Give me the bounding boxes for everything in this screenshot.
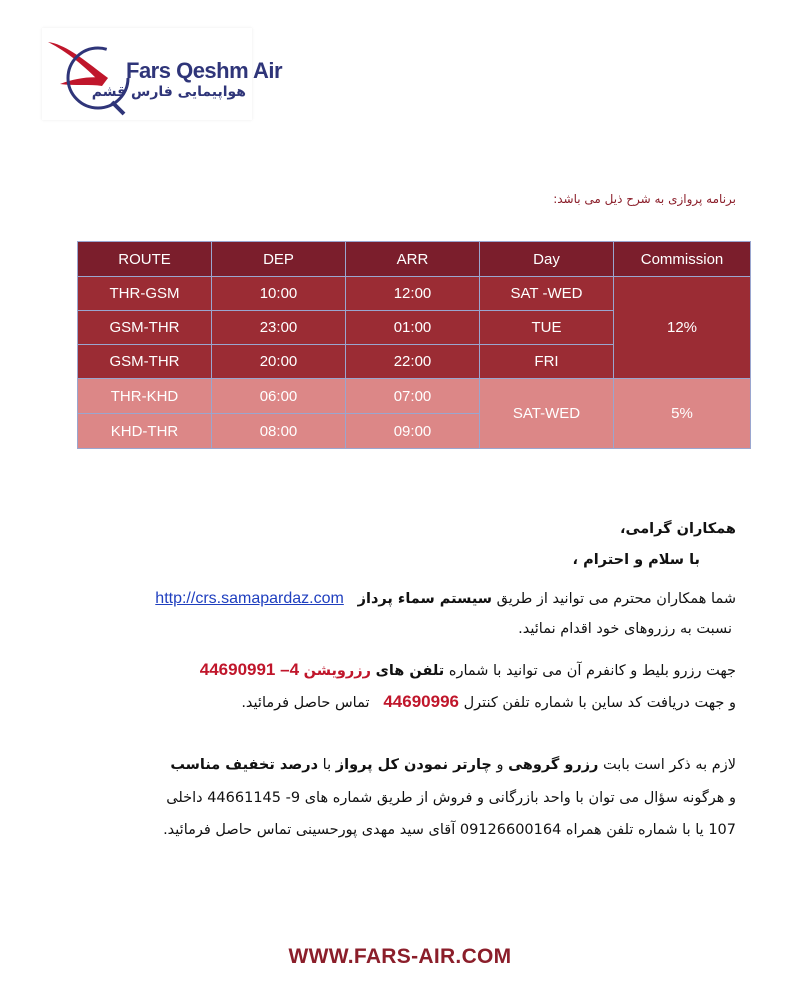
website-footer[interactable]: WWW.FARS-AIR.COM: [288, 945, 512, 968]
salutation: با سلام و احترام ،: [572, 552, 700, 568]
cell-arr: 22:00: [346, 345, 480, 379]
reservation-phone: 44690991 –4: [199, 660, 300, 679]
cell-route: KHD-THR: [78, 414, 212, 449]
paragraph-group-booking: لازم به ذکر است بابت رزرو گروهی و چارتر نمودن کل پرواز با درصد تخفیف مناسب: [170, 757, 736, 773]
cell-day: SAT-WED: [480, 379, 614, 449]
paragraph-group-booking-line3: 107 یا با شماره تلفن همراه 09126600164 آقای سید مهدی پورحسینی تماس حاصل فرمائید.: [163, 822, 736, 838]
table-row: [78, 379, 751, 414]
header-dep: DEP: [212, 242, 346, 277]
cell-day: FRI: [480, 345, 614, 379]
header-day: Day: [480, 242, 614, 277]
cell-route: THR-KHD: [78, 379, 212, 414]
cell-dep: 06:00: [212, 379, 346, 414]
paragraph-booking-system-line2: نسبت به رزروهای خود اقدام نمائید.: [518, 621, 732, 637]
paragraph-group-booking-line2: و هرگونه سؤال می توان با واحد بازرگانی و فروش از طریق شماره های 9- 44661145 داخلی: [166, 790, 736, 806]
crs-link[interactable]: http://crs.samapardaz.com: [155, 590, 344, 607]
logo-name-en: Fars Qeshm Air: [126, 58, 283, 83]
cell-arr: 12:00: [346, 277, 480, 311]
cell-dep: 08:00: [212, 414, 346, 449]
header-commission: Commission: [614, 242, 751, 277]
cell-route: GSM-THR: [78, 345, 212, 379]
cell-dep: 23:00: [212, 311, 346, 345]
cell-day: SAT -WED: [480, 277, 614, 311]
cell-route: THR-GSM: [78, 277, 212, 311]
cell-route: GSM-THR: [78, 311, 212, 345]
greeting: همکاران گرامی،: [620, 521, 736, 537]
logo-name-fa: هواپیمایی فارس قشم: [91, 84, 246, 100]
table-header-row: [78, 242, 751, 277]
cell-commission: 12%: [614, 277, 751, 379]
header-arr: ARR: [346, 242, 480, 277]
control-phone: 44690996: [383, 692, 459, 711]
table-row: [78, 277, 751, 311]
cell-arr: 01:00: [346, 311, 480, 345]
cell-dep: 10:00: [212, 277, 346, 311]
cell-arr: 07:00: [346, 379, 480, 414]
fars-qeshm-air-logo-icon: [42, 28, 132, 120]
cell-dep: 20:00: [212, 345, 346, 379]
schedule-intro: برنامه پروازی به شرح ذیل می باشد:: [553, 192, 736, 206]
paragraph-control: و جهت دریافت کد ساین با شماره تلفن کنترل 44690996 تماس حاصل فرمائید.: [241, 692, 736, 711]
paragraph-booking-system: شما همکاران محترم می توانید از طریق سیستم سماء پرداز http://crs.samapardaz.com: [155, 590, 736, 607]
paragraph-reservation: جهت رزرو بلیط و کانفرم آن می توانید با شماره تلفن های رزرویشن 44690991 –4: [199, 660, 736, 679]
cell-arr: 09:00: [346, 414, 480, 449]
company-logo: [42, 28, 283, 120]
cell-commission: 5%: [614, 379, 751, 449]
header-route: ROUTE: [78, 242, 212, 277]
flight-schedule-table: [77, 241, 751, 449]
cell-day: TUE: [480, 311, 614, 345]
